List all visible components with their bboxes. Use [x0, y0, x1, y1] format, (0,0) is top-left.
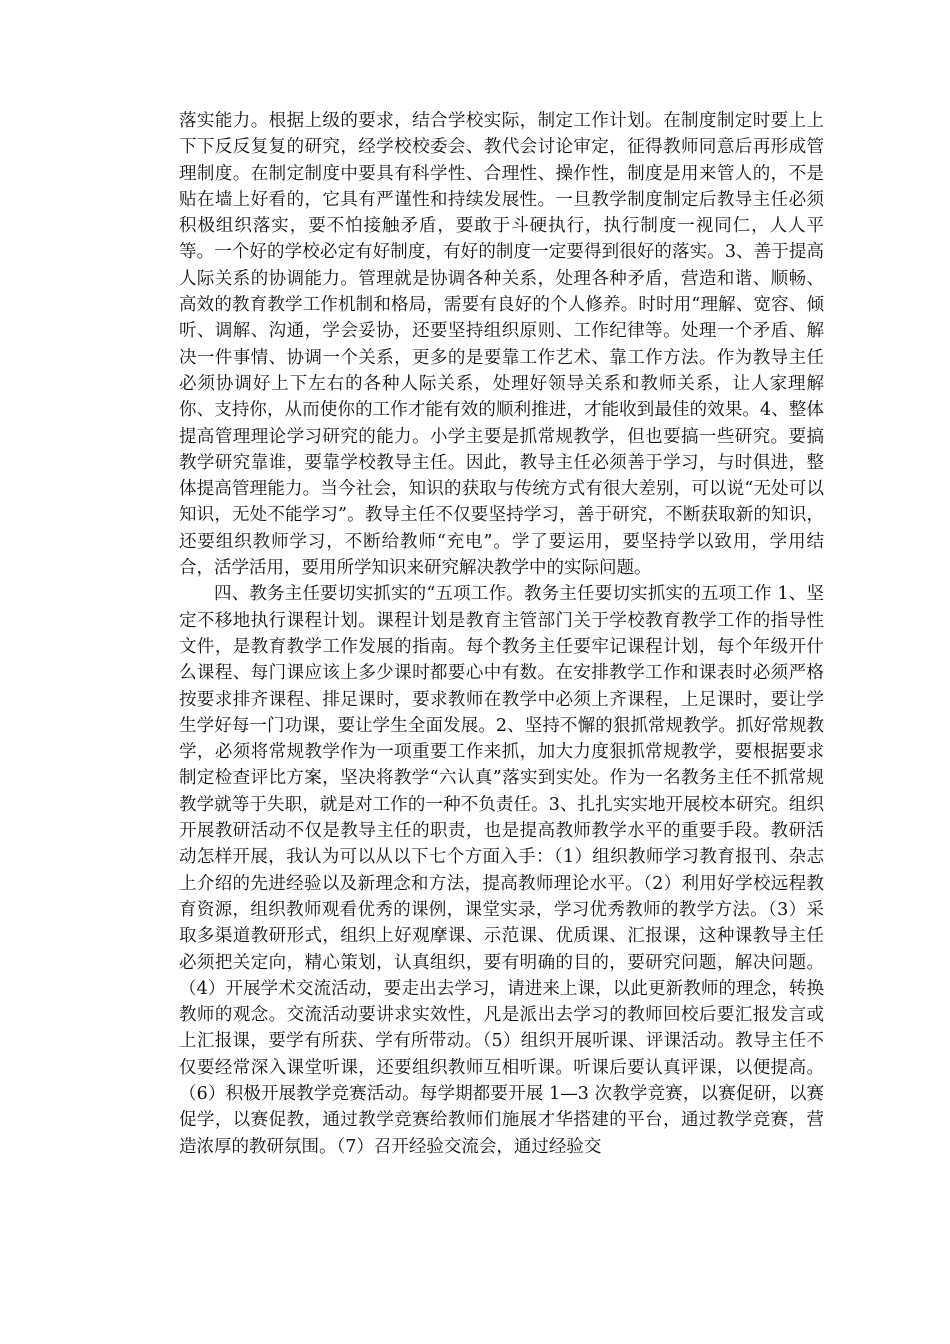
paragraph-continued: 落实能力。根据上级的要求，结合学校实际，制定工作计划。在制度制定时要上上下下反反复复的研究，经学校校委会、教代会讨论审定，征得教师同意后再形成管理制度。在制定制度中要具有科学性、合理性、操作性，制度是用来管人的，不是贴在墙上好看的，它具有严谨性和持续发展性。一旦教学制度制定后教导主任必须积极组织落实，要不怕接触矛盾，要敢于斗硬执行，执行制度一视同仁，人人平等。一个好的学校必定有好制度，有好的制度一定要得到很好的落实。3、善于提高人际关系的协调能力。管理就是协调各种关系，处理各种矛盾，营造和谐、顺畅、高效的教育教学工作机制和格局，需要有良好的个人修养。时时用“理解、宽容、倾听、调解、沟通，学会妥协，还要坚持组织原则、工作纪律等。处理一个矛盾、解决一件事情、协调一个关系，更多的是要靠工作艺术、靠工作方法。作为教导主任必须协调好上下左右的各种人际关系，处理好领导关系和教师关系，让人家理解你、支持你，从而使你的工作才能有效的顺利推进，才能收到最佳的效果。4、整体提高管理理论学习研究的能力。小学主要是抓常规教学，但也要搞一些研究。要搞教学研究靠谁，要靠学校教导主任。因此，教导主任必须善于学习，与时俱进，整体提高管理能力。当今社会，知识的获取与传统方式有很大差别，可以说“无处可以知识，无处不能学习”。教导主任不仅要坚持学习，善于研究，不断获取新的知识，还要组织教师学习，不断给教师“充电”。学了要运用，要坚持学以致用，学用结合，活学活用，要用所学知识来研究解决教学中的实际问题。: [179, 111, 824, 579]
paragraph-section-four: 四、教务主任要切实抓实的“五项工作。教务主任要切实抓实的五项工作 1、坚定不移地执行课程计划。课程计划是教育主管部门关于学校教育教学工作的指导性文件，是教育教学工作发展的指南。每个教务主任要牢记课程计划，每个年级开什么课程、每门课应该上多少课时都要心中有数。在安排教学工作和课表时必须严格按要求排齐课程、排足课时，要求教师在教学中必须上齐课程，上足课时，要让学生学好每一门功课，要让学生全面发展。2、坚持不懈的狠抓常规教学。抓好常规教学，必须将常规教学作为一项重要工作来抓，加大力度狠抓常规教学，要根据要求制定检查评比方案，坚决将教学“六认真”落实到实处。作为一名教务主任不抓常规教学就等于失职，就是对工作的一种不负责任。3、扎扎实实地开展校本研究。组织开展教研活动不仅是教导主任的职责，也是提高教师教学水平的重要手段。教研活动怎样开展，我认为可以从以下七个方面入手：（1）组织教师学习教育报刊、杂志上介绍的先进经验以及新理念和方法，提高教师理论水平。（2）利用好学校远程教育资源，组织教师观看优秀的课例，课堂实录，学习优秀教师的教学方法。（3）采取多渠道教研形式，组织上好观摩课、示范课、优质课、汇报课，这种课教导主任必须把关定向，精心策划，认真组织，要有明确的目的，要研究问题，解决问题。（4）开展学术交流活动，要走出去学习，请进来上课，以此更新教师的理念，转换教师的观念。交流活动要讲求实效性，凡是派出去学习的教师回校后要汇报发言或上汇报课，要学有所获、学有所带动。（5）组织开展听课、评课活动。教导主任不仅要经常深入课堂听课，还要组织教师互相听课。听课后要认真评课，以便提高。（6）积极开展教学竞赛活动。每学期都要开展 1—3 次教学竞赛，以赛促研，以赛促学，以赛促教，通过教学竞赛给教师们施展才华搭建的平台，通过教学竞赛，营造浓厚的教研氛围。（7）召开经验交流会，通过经验交: [179, 584, 824, 1157]
document-page: [179, 108, 824, 1160]
